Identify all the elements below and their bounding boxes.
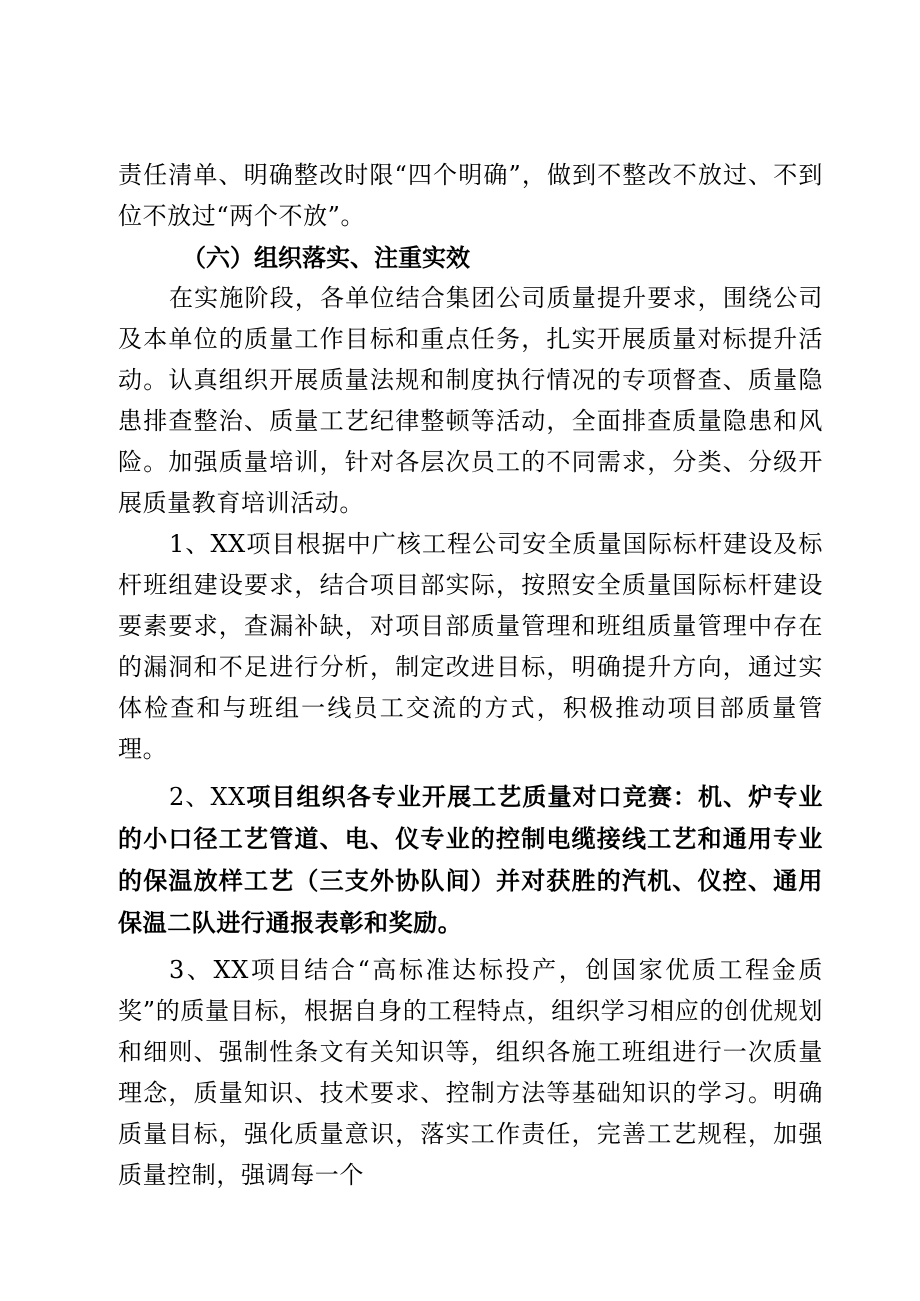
document-body — [118, 155, 823, 1196]
paragraph-accountability-list: 责任清单、明确整改时限“四个明确”，做到不整改不放过、不到位不放过“两个不放”。 — [118, 161, 823, 230]
paragraph-implementation-phase: 在实施阶段，各单位结合集团公司质量提升要求，围绕公司及本单位的质量工作目标和重点任务，扎实开展质量对标提升活动。认真组织开展质量法规和制度执行情况的专项督查、质量隐患排查整治、质量工艺纪律整顿等活动，全面排查质量隐患和风险。加强质量培训，针对各层次员工的不同需求，分类、分级开展质量教育培训活动。 — [118, 284, 823, 517]
item-2-body: 项目组织各专业开展工艺质量对口竞赛：机、炉专业的小口径工艺管道、电、仪专业的控制电缆接线工艺和通用专业的保温放样工艺（三支外协队间）并对获胜的汽机、仪控、通用保温二队进行通报表彰和奖励。 — [118, 782, 823, 937]
section-heading-six: （六）组织落实、注重实效 — [182, 243, 470, 272]
paragraph-item-1: 1、XX项目根据中广核工程公司安全质量国际标杆建设及标杆班组建设要求，结合项目部实际，按照安全质量国际标杆建设要素要求，查漏补缺，对项目部质量管理和班组质量管理中存在的漏洞和不足进行分析，制定改进目标，明确提升方向，通过实体检查和与班组一线员工交流的方式，积极推动项目部质量管理。 — [118, 530, 823, 763]
paragraph-item-3: 3、XX项目结合“高标准达标投产，创国家优质工程金质奖”的质量目标，根据自身的工程特点，组织学习相应的创优规划和细则、强制性条文有关知识等，组织各施工班组进行一次质量理念，质量知识、技术要求、控制方法等基础知识的学习。明确质量目标，强化质量意识，落实工作责任，完善工艺规程，加强质量控制，强调每一个 — [118, 956, 823, 1189]
item-2-prefix: 2、XX — [169, 783, 246, 811]
paragraph-item-2 — [118, 776, 823, 944]
